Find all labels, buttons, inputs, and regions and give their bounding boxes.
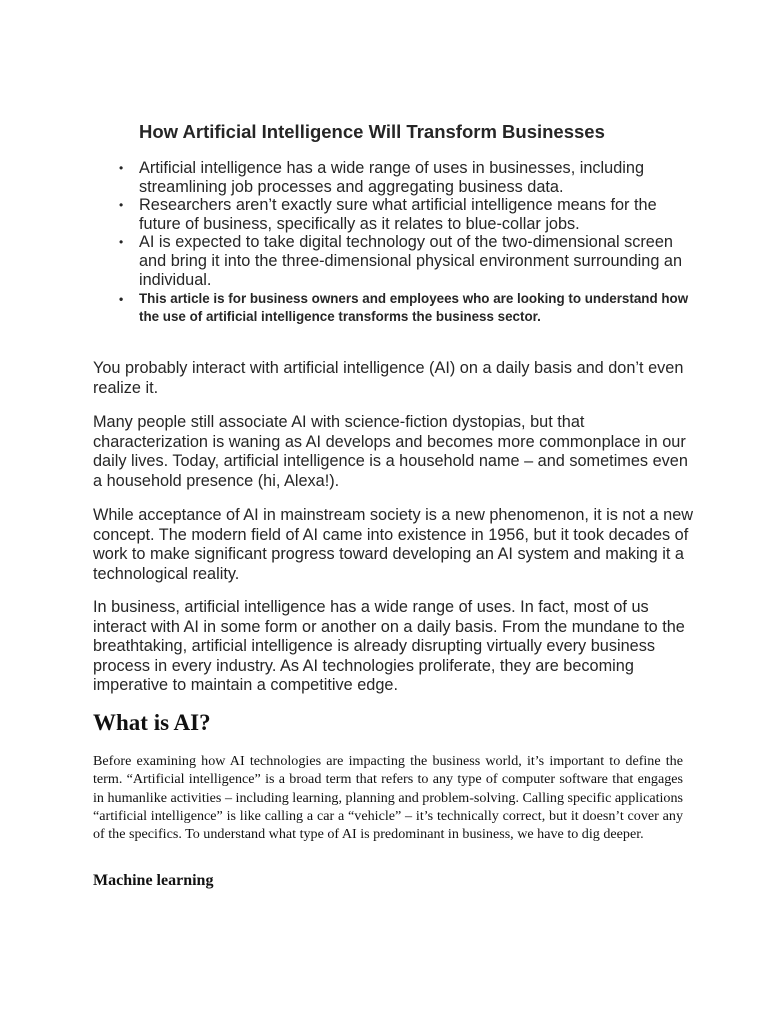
summary-bullet [119, 196, 699, 233]
bullet-text: AI is expected to take digital technology out of the two-dimensional screen and bring it into the three-dimensional physical environment surrounding an individual. [139, 233, 683, 289]
bullet-dot-icon: • [119, 292, 124, 307]
summary-bullet [119, 233, 699, 289]
bullet-text: Researchers aren’t exactly sure what artificial intelligence means for the future of business, specifically as it relates to blue-collar jobs. [139, 196, 657, 233]
bullet-dot-icon: • [119, 235, 124, 250]
body-paragraph: While acceptance of AI in mainstream society is a new phenomenon, it is not a new concept. The modern field of AI came into existence in 1956, but it took decades of work to make significant progress toward developing an AI system and making it a technological reality. [93, 506, 694, 583]
bullet-dot-icon: • [119, 161, 124, 175]
summary-bullet [119, 159, 699, 196]
summary-bullet-list [119, 159, 699, 326]
body-paragraph: You probably interact with artificial intelligence (AI) on a daily basis and don’t even realize it. [93, 359, 684, 397]
section-heading: What is AI? [93, 710, 211, 735]
body-paragraph: In business, artificial intelligence has a wide range of uses. In fact, most of us interact with AI in some form or another on a daily basis. From the mundane to the breathtaking, artificial intelligence is already disrupting virtually every business process in every industry. As AI technologies proliferate, they are becoming imperative to maintain a competitive edge. [93, 598, 685, 694]
section-paragraph: Before examining how AI technologies are impacting the business world, it’s important to define the term. “Artificial intelligence” is a broad term that refers to any type of computer software that engages in humanlike activities – including learning, planning and problem-solving. Calling specific applications “artificial intelligence” is like calling a car a “vehicle” – it’s technically correct, but it doesn’t cover any of the specifics. To understand what type of AI is predominant in business, we have to dig deeper. [93, 753, 683, 843]
subsection-heading: Machine learning [93, 872, 214, 889]
body-paragraph: Many people still associate AI with science-fiction dystopias, but that characterization is waning as AI develops and becomes more commonplace in our daily lives. Today, artificial intelligence is a household name – and sometimes even a household presence (hi, Alexa!). [93, 413, 688, 490]
summary-bullet-audience [119, 290, 699, 326]
bullet-dot-icon: • [119, 198, 124, 213]
bullet-text: Artificial intelligence has a wide range of uses in businesses, including streamlining job processes and aggregating business data. [139, 159, 645, 196]
article-title: How Artificial Intelligence Will Transform Businesses [139, 121, 605, 142]
bullet-text: This article is for business owners and employees who are looking to understand how the use of artificial intelligence transforms the business sector. [139, 291, 689, 325]
